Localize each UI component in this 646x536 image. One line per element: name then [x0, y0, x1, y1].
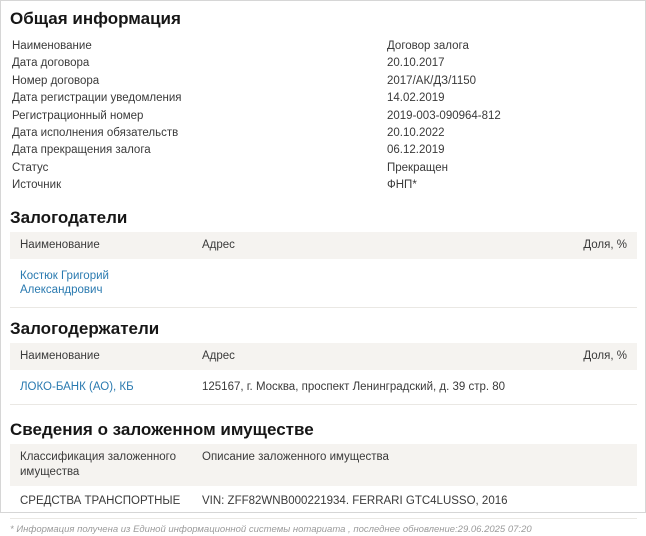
property-classification: СРЕДСТВА ТРАНСПОРТНЫЕ: [20, 494, 181, 507]
section-title-pledgors: Залогодатели: [10, 207, 128, 227]
column-header-name: Наименование: [20, 238, 100, 251]
column-header-share: Доля, %: [583, 349, 627, 362]
column-header-name: Наименование: [20, 349, 100, 362]
info-label: Источник: [12, 179, 62, 192]
info-row-source: [10, 177, 637, 194]
property-table-header: [10, 444, 637, 486]
info-value: 20.10.2017: [387, 57, 445, 70]
pledgor-row: [10, 259, 637, 308]
pledgee-address: 125167, г. Москва, проспект Ленинградский, д. 39 стр. 80: [202, 380, 506, 393]
pledgors-table: [10, 232, 637, 308]
info-value: 20.10.2022: [387, 127, 445, 140]
column-header-share: Доля, %: [583, 238, 627, 251]
property-row: [10, 486, 637, 519]
general-info-list: [10, 38, 637, 195]
info-row-contract-date: [10, 55, 637, 72]
info-label: Дата договора: [12, 57, 90, 70]
info-label: Дата регистрации уведомления: [12, 92, 182, 105]
pledgor-address: [202, 269, 567, 297]
section-title-pledgees: Залогодержатели: [10, 318, 160, 338]
column-header-description: Описание заложенного имущества: [202, 450, 389, 463]
info-label: Дата исполнения обязательств: [12, 127, 179, 140]
section-title-property: Сведения о заложенном имуществе: [10, 419, 314, 439]
info-row-obligation-date: [10, 125, 637, 142]
info-row-status: [10, 160, 637, 177]
section-title-general-info: Общая информация: [10, 9, 181, 28]
info-label: Наименование: [12, 40, 92, 52]
property-table: [10, 444, 637, 519]
info-row-termination-date: [10, 142, 637, 159]
source-value: ФНП*: [387, 179, 417, 192]
info-row-name: [10, 38, 637, 55]
info-value: 06.12.2019: [387, 144, 445, 157]
info-row-notice-reg-date: [10, 90, 637, 107]
info-label: Регистрационный номер: [12, 109, 144, 122]
pledgees-table: [10, 343, 637, 405]
pledgors-table-header: [10, 232, 637, 259]
info-value: Договор залога: [387, 40, 469, 52]
column-header-classification: Классификация заложенного имущества: [20, 450, 177, 478]
pledgees-table-header: [10, 343, 637, 370]
source-footnote: * Информация получена из Единой информационной системы нотариата , последнее обновление:29.06.2025 07:20: [10, 523, 532, 535]
column-header-address: Адрес: [202, 349, 235, 362]
info-row-contract-number: [10, 73, 637, 90]
pledgee-name-link[interactable]: ЛОКО-БАНК (АО), КБ: [20, 380, 134, 393]
column-header-address: Адрес: [202, 238, 235, 251]
status-value: Прекращен: [387, 161, 448, 174]
info-row-reg-number: [10, 108, 637, 125]
info-label: Дата прекращения залога: [12, 144, 151, 157]
pledgee-share: [567, 380, 627, 394]
info-value: 2017/АК/ДЗ/1150: [387, 74, 477, 87]
info-value: 14.02.2019: [387, 92, 445, 105]
info-label: Статус: [12, 161, 49, 174]
property-description: VIN: ZFF82WNB000221934. FERRARI GTC4LUSSO, 2016: [202, 494, 508, 507]
pledgor-name-link[interactable]: Костюк Григорий Александрович: [20, 269, 109, 296]
info-value: 2019-003-090964-812: [387, 109, 501, 122]
pledgee-row: [10, 370, 637, 405]
info-label: Номер договора: [12, 74, 100, 87]
pledgor-share: [567, 269, 627, 297]
